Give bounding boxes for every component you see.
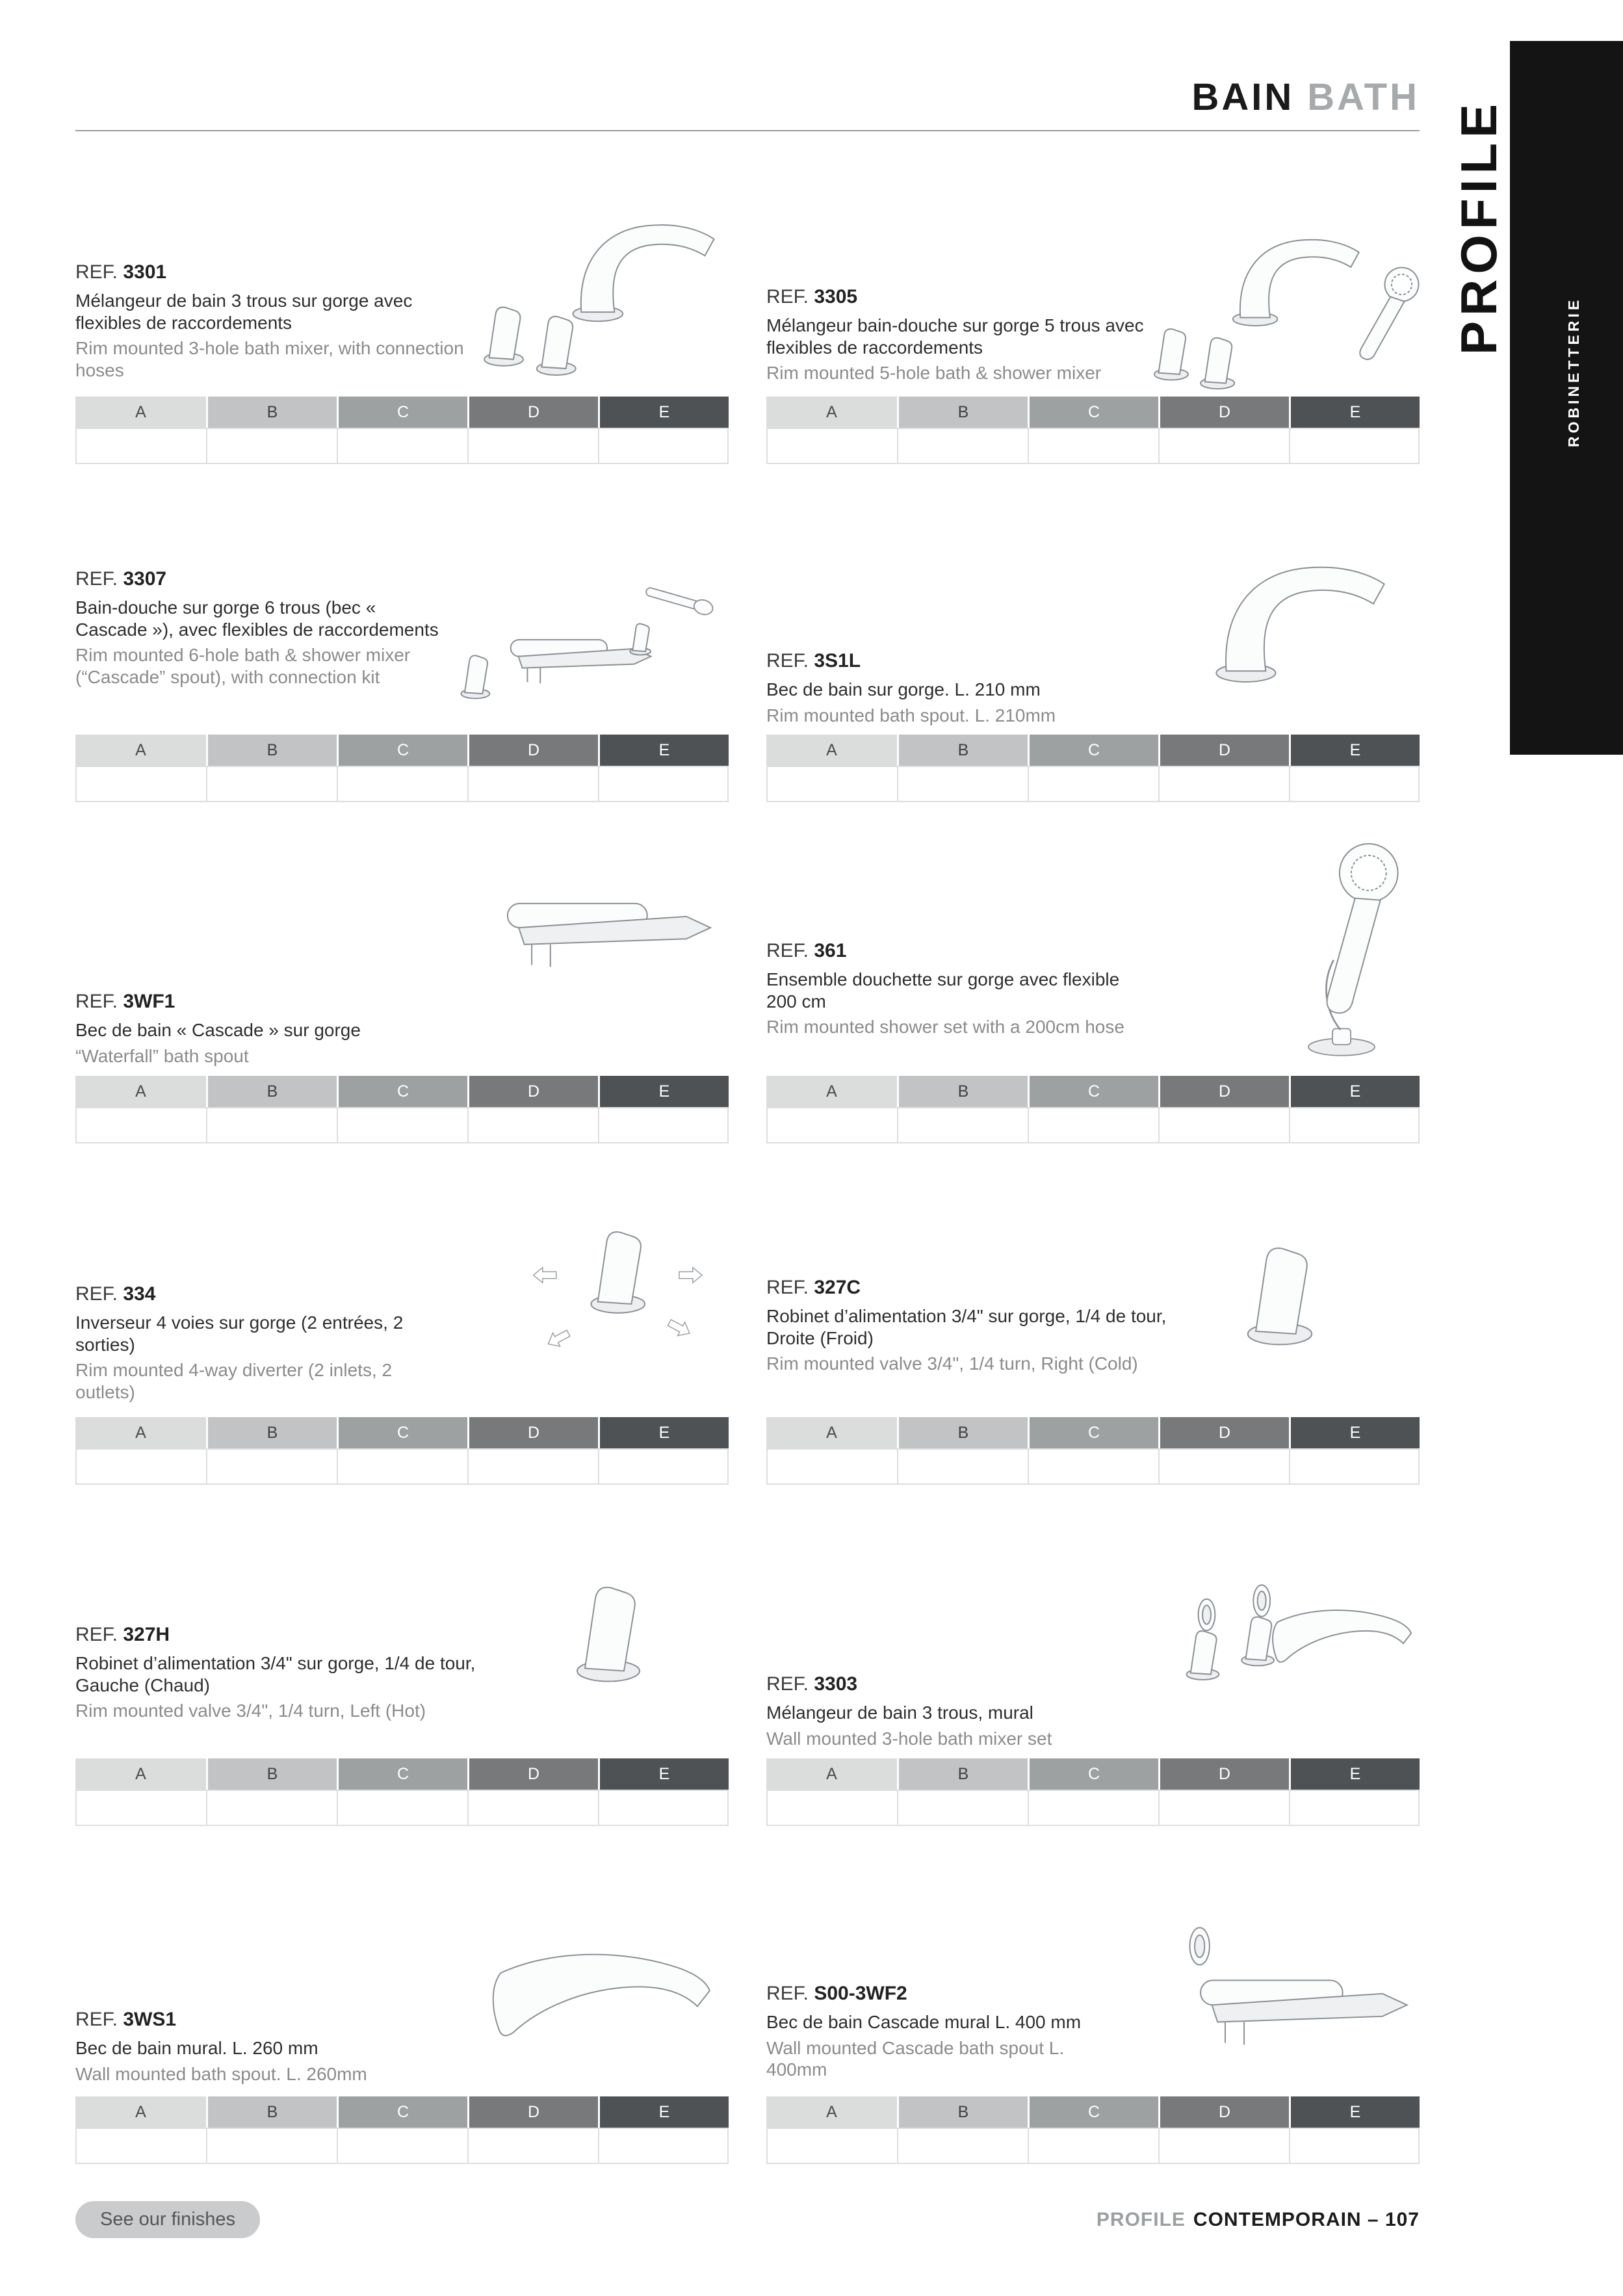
finish-cell — [1158, 1790, 1289, 1826]
finish-cell — [467, 1448, 598, 1485]
finish-cell — [467, 1790, 598, 1826]
finish-table — [75, 2096, 729, 2164]
ref-number: 3WS1 — [123, 2009, 177, 2030]
ref-number: 334 — [123, 1283, 156, 1305]
finish-col-a: A — [766, 1417, 897, 1448]
product-card-327c — [766, 1196, 1420, 1485]
product-name-fr: Bec de bain « Cascade » sur gorge — [75, 1020, 361, 1040]
ref-prefix: REF. — [766, 1277, 809, 1298]
finish-table — [766, 397, 1420, 464]
finish-cell — [1158, 1107, 1289, 1143]
finish-cell — [206, 428, 337, 464]
finish-cell — [1158, 1448, 1289, 1485]
finish-col-b: B — [206, 1076, 337, 1107]
ref-prefix: REF. — [766, 940, 809, 961]
finish-cell — [206, 2128, 337, 2164]
finish-col-c: C — [337, 1076, 467, 1107]
product-card-334 — [75, 1196, 729, 1485]
finish-col-e: E — [598, 1076, 729, 1107]
finish-col-b: B — [206, 2096, 337, 2128]
ref-number: 361 — [814, 940, 847, 961]
ref-prefix: REF. — [766, 286, 809, 307]
finish-col-c: C — [1028, 1758, 1158, 1790]
finish-cell — [598, 2128, 729, 2164]
finish-col-c: C — [337, 1758, 467, 1790]
finish-table — [75, 1076, 729, 1143]
bath-shower-mixer-5hole-illustration — [1147, 209, 1426, 399]
finish-table — [75, 1417, 729, 1485]
product-info — [766, 286, 1163, 384]
ref-prefix: REF. — [766, 1673, 809, 1695]
product-info — [766, 1983, 1091, 2081]
product-ref — [766, 650, 1163, 672]
finish-cell — [598, 1790, 729, 1826]
handshower-set-illustration — [1280, 840, 1423, 1069]
product-ref — [75, 568, 439, 590]
product-name-en: Rim mounted 4-way diverter (2 inlets, 2 outlets) — [75, 1360, 393, 1402]
finish-cell — [1289, 1107, 1420, 1143]
finish-col-a: A — [75, 735, 206, 766]
product-info — [75, 1624, 491, 1722]
product-ref — [75, 991, 472, 1013]
finish-cell — [897, 428, 1028, 464]
finish-table — [766, 735, 1420, 802]
valve-handle-illustration — [563, 1565, 654, 1699]
finish-cell — [467, 766, 598, 802]
product-info — [75, 1283, 439, 1403]
finish-cell — [1289, 766, 1420, 802]
product-info — [766, 1277, 1182, 1375]
product-card-3wf1 — [75, 832, 729, 1143]
finish-cell — [766, 1448, 897, 1485]
product-ref — [766, 1983, 1091, 2005]
ref-prefix: REF. — [75, 1283, 118, 1305]
finish-table — [766, 2096, 1420, 2164]
finish-cell — [897, 2128, 1028, 2164]
finish-cell — [206, 1107, 337, 1143]
product-ref — [766, 1277, 1182, 1299]
finish-col-d: D — [467, 397, 598, 428]
finish-cell — [75, 1448, 206, 1485]
finish-col-b: B — [206, 735, 337, 766]
finish-cell — [75, 1790, 206, 1826]
finish-cell — [75, 428, 206, 464]
finish-cell — [206, 1448, 337, 1485]
finish-col-d: D — [467, 1758, 598, 1790]
finish-col-d: D — [1158, 1758, 1289, 1790]
finish-col-c: C — [1028, 397, 1158, 428]
product-card-3ws1 — [75, 1898, 729, 2164]
finish-cell — [598, 1107, 729, 1143]
finish-cell — [1158, 766, 1289, 802]
finish-col-d: D — [467, 735, 598, 766]
finish-table — [766, 1417, 1420, 1485]
ref-prefix: REF. — [75, 568, 118, 590]
finish-cell — [337, 1448, 467, 1485]
finish-col-a: A — [75, 1417, 206, 1448]
finish-table — [75, 397, 729, 464]
product-ref — [75, 1624, 491, 1646]
page-title-en: BATH — [1307, 76, 1420, 118]
product-ref — [75, 2009, 472, 2031]
finish-cell — [75, 2128, 206, 2164]
product-name-en: “Waterfall” bath spout — [75, 1045, 249, 1066]
product-name-fr: Mélangeur bain-douche sur gorge 5 trous avec flexibles de raccordements — [766, 315, 1144, 358]
finish-col-e: E — [1289, 397, 1420, 428]
finish-col-c: C — [1028, 1417, 1158, 1448]
finish-col-a: A — [766, 735, 897, 766]
ref-prefix: REF. — [75, 991, 118, 1012]
finish-cell — [1289, 428, 1420, 464]
finish-col-c: C — [1028, 2096, 1158, 2128]
finish-cell — [1289, 1448, 1420, 1485]
ref-prefix: REF. — [766, 1983, 809, 2004]
finish-cell — [897, 1107, 1028, 1143]
finish-cell — [75, 1107, 206, 1143]
finish-cell — [1028, 1448, 1158, 1485]
finish-cell — [1028, 766, 1158, 802]
finish-col-c: C — [337, 397, 467, 428]
finish-col-c: C — [1028, 1076, 1158, 1107]
product-name-en: Rim mounted bath spout. L. 210mm — [766, 705, 1056, 725]
bath-mixer-3hole-illustration — [479, 177, 726, 391]
ref-prefix: REF. — [75, 1624, 118, 1645]
bath-spout-illustration — [1176, 533, 1423, 697]
finish-col-e: E — [598, 1758, 729, 1790]
ref-number: 3WF1 — [123, 991, 175, 1012]
page-title — [1191, 75, 1420, 119]
finish-col-b: B — [897, 397, 1028, 428]
finish-col-e: E — [598, 1417, 729, 1448]
valve-handle-illustration — [1231, 1227, 1329, 1361]
finish-cell — [467, 428, 598, 464]
product-name-fr: Mélangeur de bain 3 trous, mural — [766, 1702, 1033, 1723]
product-card-3305 — [766, 169, 1420, 464]
finish-cell — [75, 766, 206, 802]
wall-mixer-illustration — [1169, 1565, 1426, 1723]
product-info — [766, 940, 1130, 1038]
product-name-fr: Ensemble douchette sur gorge avec flexible 200 cm — [766, 969, 1120, 1011]
finish-cell — [766, 2128, 897, 2164]
finish-cell — [766, 1790, 897, 1826]
finish-cell — [337, 1107, 467, 1143]
product-ref — [766, 940, 1130, 962]
product-info — [75, 2009, 472, 2085]
finish-cell — [1158, 428, 1289, 464]
finish-cell — [766, 428, 897, 464]
product-card-s00-3wf2 — [766, 1898, 1420, 2164]
finish-cell — [1289, 1790, 1420, 1826]
product-card-3303 — [766, 1547, 1420, 1826]
product-info — [766, 650, 1163, 726]
ref-number: 3307 — [123, 568, 167, 590]
ref-number: 3S1L — [814, 650, 861, 672]
finish-cell — [467, 1107, 598, 1143]
ref-prefix: REF. — [766, 650, 809, 672]
ref-number: 327C — [814, 1277, 861, 1298]
finish-cell — [1028, 1107, 1158, 1143]
finish-cell — [206, 1790, 337, 1826]
finish-cell — [766, 1107, 897, 1143]
finish-col-a: A — [75, 1758, 206, 1790]
ref-number: 3301 — [123, 261, 167, 283]
collection-tab-label: PROFILE — [1450, 98, 1507, 355]
product-ref — [75, 261, 472, 283]
product-name-fr: Inverseur 4 voies sur gorge (2 entrées, 2 sorties) — [75, 1312, 404, 1355]
finish-cell — [897, 1790, 1028, 1826]
product-name-en: Wall mounted bath spout. L. 260mm — [75, 2063, 367, 2084]
product-ref — [766, 286, 1163, 308]
product-card-3307 — [75, 514, 729, 802]
finish-col-b: B — [897, 1758, 1028, 1790]
finish-col-e: E — [598, 2096, 729, 2128]
ref-number: 327H — [123, 1624, 170, 1645]
product-name-fr: Robinet d’alimentation 3/4" sur gorge, 1/4 de tour, Gauche (Chaud) — [75, 1653, 476, 1695]
ref-number: 3303 — [814, 1673, 858, 1695]
footer-collection: PROFILE — [1096, 2209, 1186, 2230]
product-name-en: Wall mounted 3-hole bath mixer set — [766, 1728, 1052, 1749]
finish-cell — [337, 2128, 467, 2164]
product-name-fr: Robinet d’alimentation 3/4" sur gorge, 1/4 de tour, Droite (Froid) — [766, 1306, 1167, 1348]
product-info — [766, 1673, 1163, 1749]
product-name-en: Rim mounted 5-hole bath & shower mixer — [766, 363, 1102, 384]
finish-col-c: C — [1028, 735, 1158, 766]
page-footer-reference — [1097, 2209, 1420, 2231]
finish-col-d: D — [467, 1417, 598, 1448]
product-name-en: Rim mounted 6-hole bath & shower mixer (“Cascade” spout), with connection kit — [75, 645, 411, 687]
finish-col-c: C — [337, 1417, 467, 1448]
category-tab-label: ROBINETTERIE — [1565, 296, 1582, 447]
product-card-3301 — [75, 169, 729, 464]
finish-cell — [337, 766, 467, 802]
finish-table — [766, 1076, 1420, 1143]
finish-col-d: D — [467, 1076, 598, 1107]
finish-col-b: B — [897, 2096, 1028, 2128]
finish-cell — [337, 1790, 467, 1826]
header-rule — [75, 130, 1420, 131]
finish-col-d: D — [467, 2096, 598, 2128]
bath-shower-kit-6hole-illustration — [458, 549, 731, 731]
finish-cell — [766, 766, 897, 802]
finish-col-a: A — [75, 1076, 206, 1107]
diverter-illustration — [524, 1209, 709, 1386]
product-card-3s1l — [766, 514, 1420, 802]
product-name-fr: Bec de bain mural. L. 260 mm — [75, 2038, 318, 2058]
product-info — [75, 261, 472, 381]
finish-col-b: B — [206, 1758, 337, 1790]
finish-col-a: A — [766, 1758, 897, 1790]
finish-col-d: D — [1158, 397, 1289, 428]
finish-cell — [1028, 428, 1158, 464]
finish-col-a: A — [766, 2096, 897, 2128]
finish-col-e: E — [598, 735, 729, 766]
finish-col-e: E — [1289, 1758, 1420, 1790]
finish-cell — [598, 1448, 729, 1485]
wall-cascade-spout-illustration — [1160, 1906, 1423, 2076]
footer-page-number: CONTEMPORAIN – 107 — [1193, 2209, 1420, 2230]
finish-col-b: B — [897, 1417, 1028, 1448]
finish-table — [75, 1758, 729, 1826]
product-name-fr: Bec de bain sur gorge. L. 210 mm — [766, 679, 1041, 699]
ref-prefix: REF. — [75, 2009, 118, 2030]
ref-number: S00-3WF2 — [814, 1983, 907, 2004]
finish-col-e: E — [1289, 1417, 1420, 1448]
ref-prefix: REF. — [75, 261, 118, 283]
finish-cell — [337, 428, 467, 464]
finish-cell — [598, 766, 729, 802]
page-title-fr: BAIN — [1191, 76, 1295, 118]
product-ref — [766, 1673, 1163, 1695]
finish-cell — [897, 766, 1028, 802]
product-name-fr: Bain-douche sur gorge 6 trous (bec « Cascade »), avec flexibles de raccordements — [75, 597, 439, 640]
waterfall-spout-illustration — [479, 836, 726, 1024]
finish-col-e: E — [1289, 2096, 1420, 2128]
finish-col-d: D — [1158, 735, 1289, 766]
finish-col-d: D — [1158, 1417, 1289, 1448]
finish-col-b: B — [897, 735, 1028, 766]
finish-cell — [467, 2128, 598, 2164]
finish-col-b: B — [206, 397, 337, 428]
finish-col-a: A — [766, 1076, 897, 1107]
see-finishes-button[interactable]: See our finishes — [75, 2201, 260, 2238]
finish-col-a: A — [75, 2096, 206, 2128]
finish-col-e: E — [1289, 735, 1420, 766]
product-name-fr: Mélangeur de bain 3 trous sur gorge avec flexibles de raccordements — [75, 291, 413, 333]
product-name-en: Rim mounted shower set with a 200cm hose — [766, 1017, 1124, 1037]
finish-cell — [1028, 2128, 1158, 2164]
finish-col-c: C — [337, 2096, 467, 2128]
finish-cell — [1289, 2128, 1420, 2164]
product-card-327h — [75, 1547, 729, 1826]
finish-col-d: D — [1158, 2096, 1289, 2128]
product-ref — [75, 1283, 439, 1305]
finish-cell — [1158, 2128, 1289, 2164]
product-name-en: Rim mounted valve 3/4", 1/4 turn, Right (Cold) — [766, 1353, 1138, 1374]
finish-col-e: E — [598, 397, 729, 428]
finish-col-c: C — [337, 735, 467, 766]
finish-cell — [897, 1448, 1028, 1485]
finish-col-a: A — [766, 397, 897, 428]
finish-table — [766, 1758, 1420, 1826]
product-info — [75, 991, 472, 1067]
finish-col-b: B — [897, 1076, 1028, 1107]
product-card-361 — [766, 832, 1420, 1143]
finish-table — [75, 735, 729, 802]
product-name-en: Rim mounted 3-hole bath mixer, with connection hoses — [75, 338, 464, 380]
wall-spout-illustration — [479, 1914, 726, 2080]
product-name-en: Rim mounted valve 3/4", 1/4 turn, Left (Hot) — [75, 1701, 426, 1721]
product-name-en: Wall mounted Cascade bath spout L. 400mm — [766, 2037, 1065, 2080]
finish-col-e: E — [1289, 1076, 1420, 1107]
ref-number: 3305 — [814, 286, 858, 307]
product-info — [75, 568, 439, 688]
finish-cell — [598, 428, 729, 464]
finish-cell — [206, 766, 337, 802]
finish-col-b: B — [206, 1417, 337, 1448]
finish-col-a: A — [75, 397, 206, 428]
product-name-fr: Bec de bain Cascade mural L. 400 mm — [766, 2012, 1082, 2032]
finish-cell — [1028, 1790, 1158, 1826]
finish-col-d: D — [1158, 1076, 1289, 1107]
